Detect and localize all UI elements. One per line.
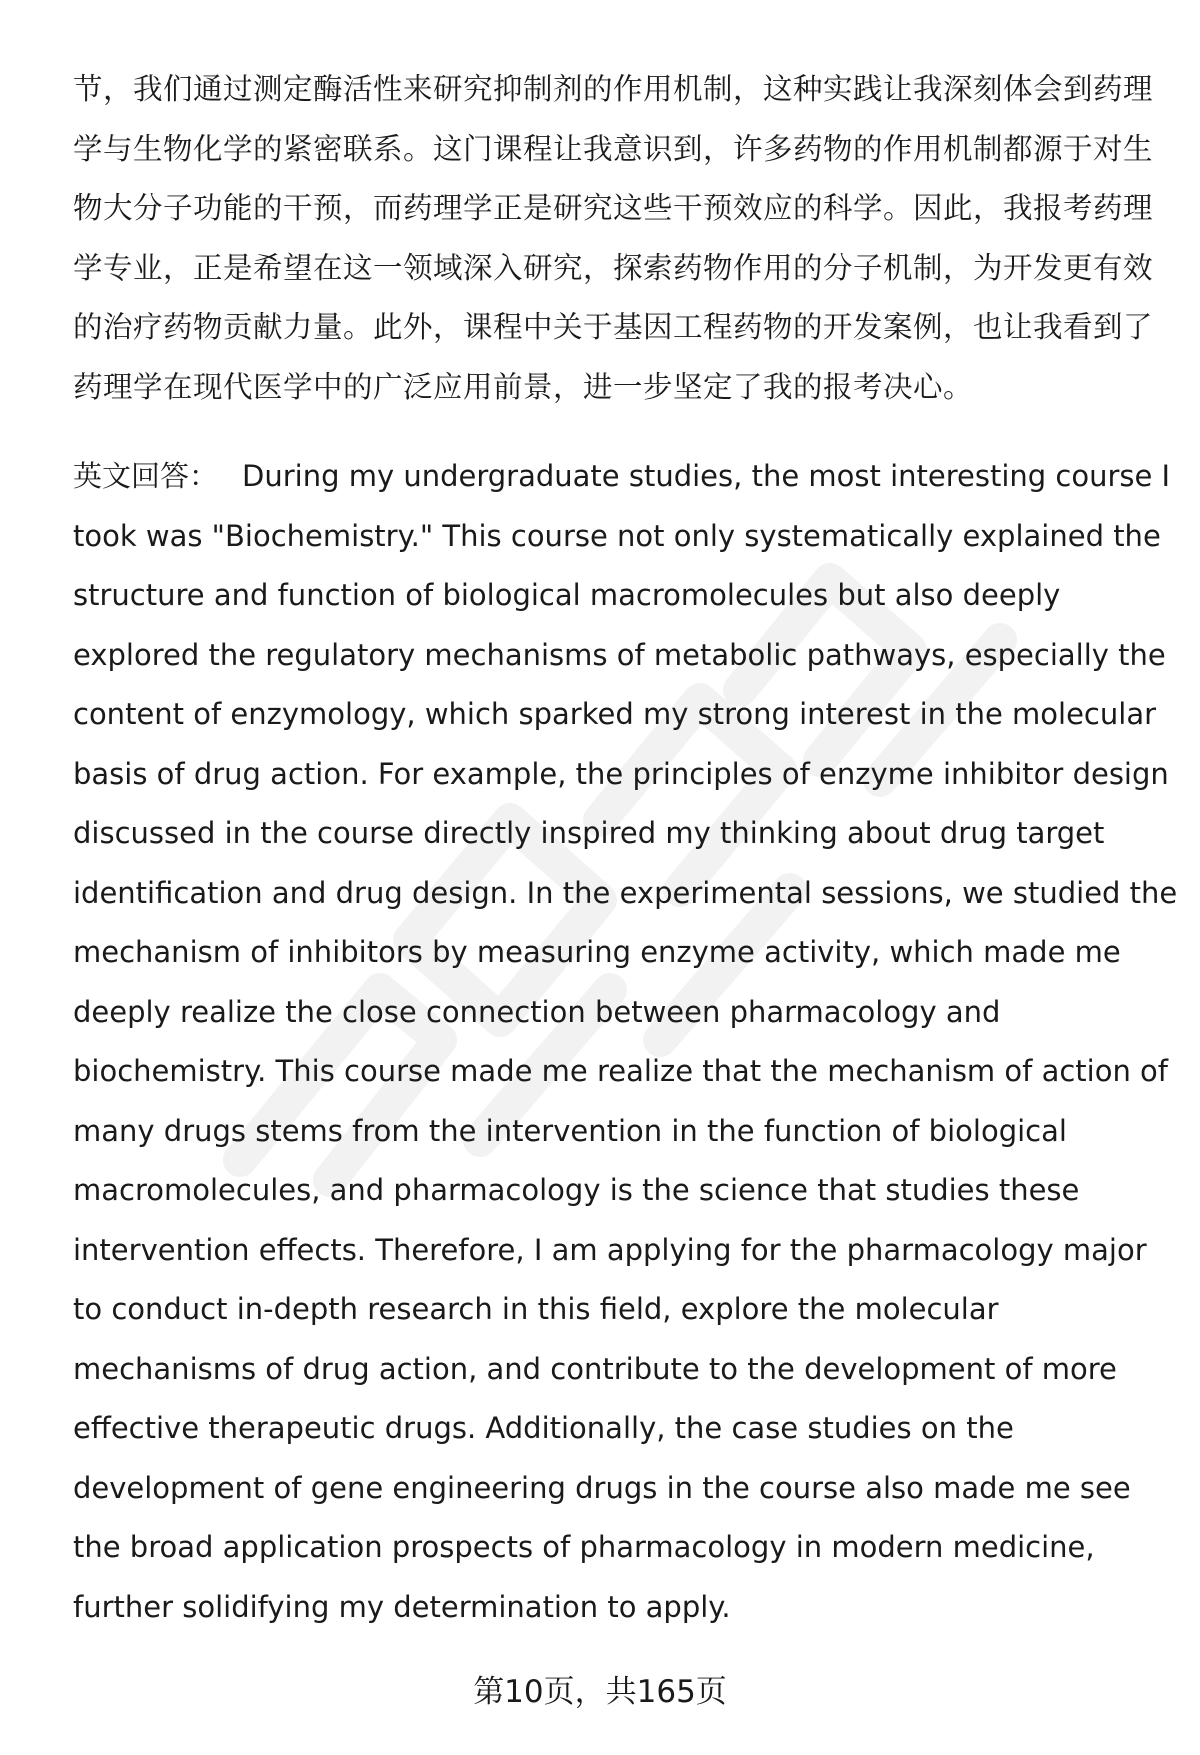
cn-line: 的治疗药物贡献力量。此外，课程中关于基因工程药物的开发案例，也让我看到了 — [73, 310, 1154, 344]
en-line: discussed in the course directly inspired my thinking about drug target — [73, 816, 1105, 850]
cn-line: 物大分子功能的干预，而药理学正是研究这些干预效应的科学。因此，我报考药理 — [73, 191, 1154, 225]
en-line: many drugs stems from the intervention in the function of biological — [73, 1113, 1067, 1148]
en-first-line — [73, 447, 1171, 507]
en-line: to conduct in-depth research in this field, explore the molecular — [73, 1292, 999, 1326]
en-line: further solidifying my determination to apply. — [73, 1589, 731, 1624]
cn-line: 学专业，正是希望在这一领域深入研究，探索药物作用的分子机制，为开发更有效 — [73, 250, 1154, 285]
en-line: identification and drug design. In the experimental sessions, we studied the — [73, 875, 1178, 910]
chinese-answer-paragraph — [73, 60, 1154, 417]
en-line: biochemistry. This course made me realize that the mechanism of action of — [73, 1054, 1169, 1088]
en-line: mechanisms of drug action, and contribute to the development of more — [73, 1351, 1117, 1386]
cn-line: 节，我们通过测定酶活性来研究抑制剂的作用机制，这种实践让我深刻体会到药理 — [73, 72, 1154, 106]
en-line: explored the regulatory mechanisms of metabolic pathways, especially the — [73, 637, 1166, 672]
en-line: macromolecules, and pharmacology is the science that studies these — [73, 1173, 1080, 1207]
en-line: During my undergraduate studies, the most interesting course I — [242, 459, 1171, 493]
en-line: development of gene engineering drugs in the course also made me see — [73, 1470, 1131, 1505]
page-number-footer: 第10页，共165页 — [473, 1674, 727, 1710]
english-answer-paragraph — [73, 447, 1178, 1637]
en-line: intervention effects. Therefore, I am applying for the pharmacology major — [73, 1232, 1147, 1267]
en-line: effective therapeutic drugs. Additionally, the case studies on the — [73, 1411, 1014, 1445]
en-line: structure and function of biological macromolecules but also deeply — [73, 578, 1061, 612]
cn-line: 学与生物化学的紧密联系。这门课程让我意识到，许多药物的作用机制都源于对生 — [73, 131, 1154, 166]
en-line: the broad application prospects of pharmacology in modern medicine, — [73, 1530, 1095, 1564]
en-line: took was "Biochemistry." This course not only systematically explained the — [73, 518, 1161, 553]
en-line: basis of drug action. For example, the principles of enzyme inhibitor design — [73, 756, 1169, 791]
english-answer-label: 英文回答： — [73, 459, 219, 493]
cn-line: 药理学在现代医学中的广泛应用前景，进一步坚定了我的报考决心。 — [73, 369, 974, 404]
en-line: content of enzymology, which sparked my strong interest in the molecular — [73, 697, 1157, 731]
en-line: mechanism of inhibitors by measuring enzyme activity, which made me — [73, 935, 1121, 969]
en-line: deeply realize the close connection between pharmacology and — [73, 994, 1001, 1029]
